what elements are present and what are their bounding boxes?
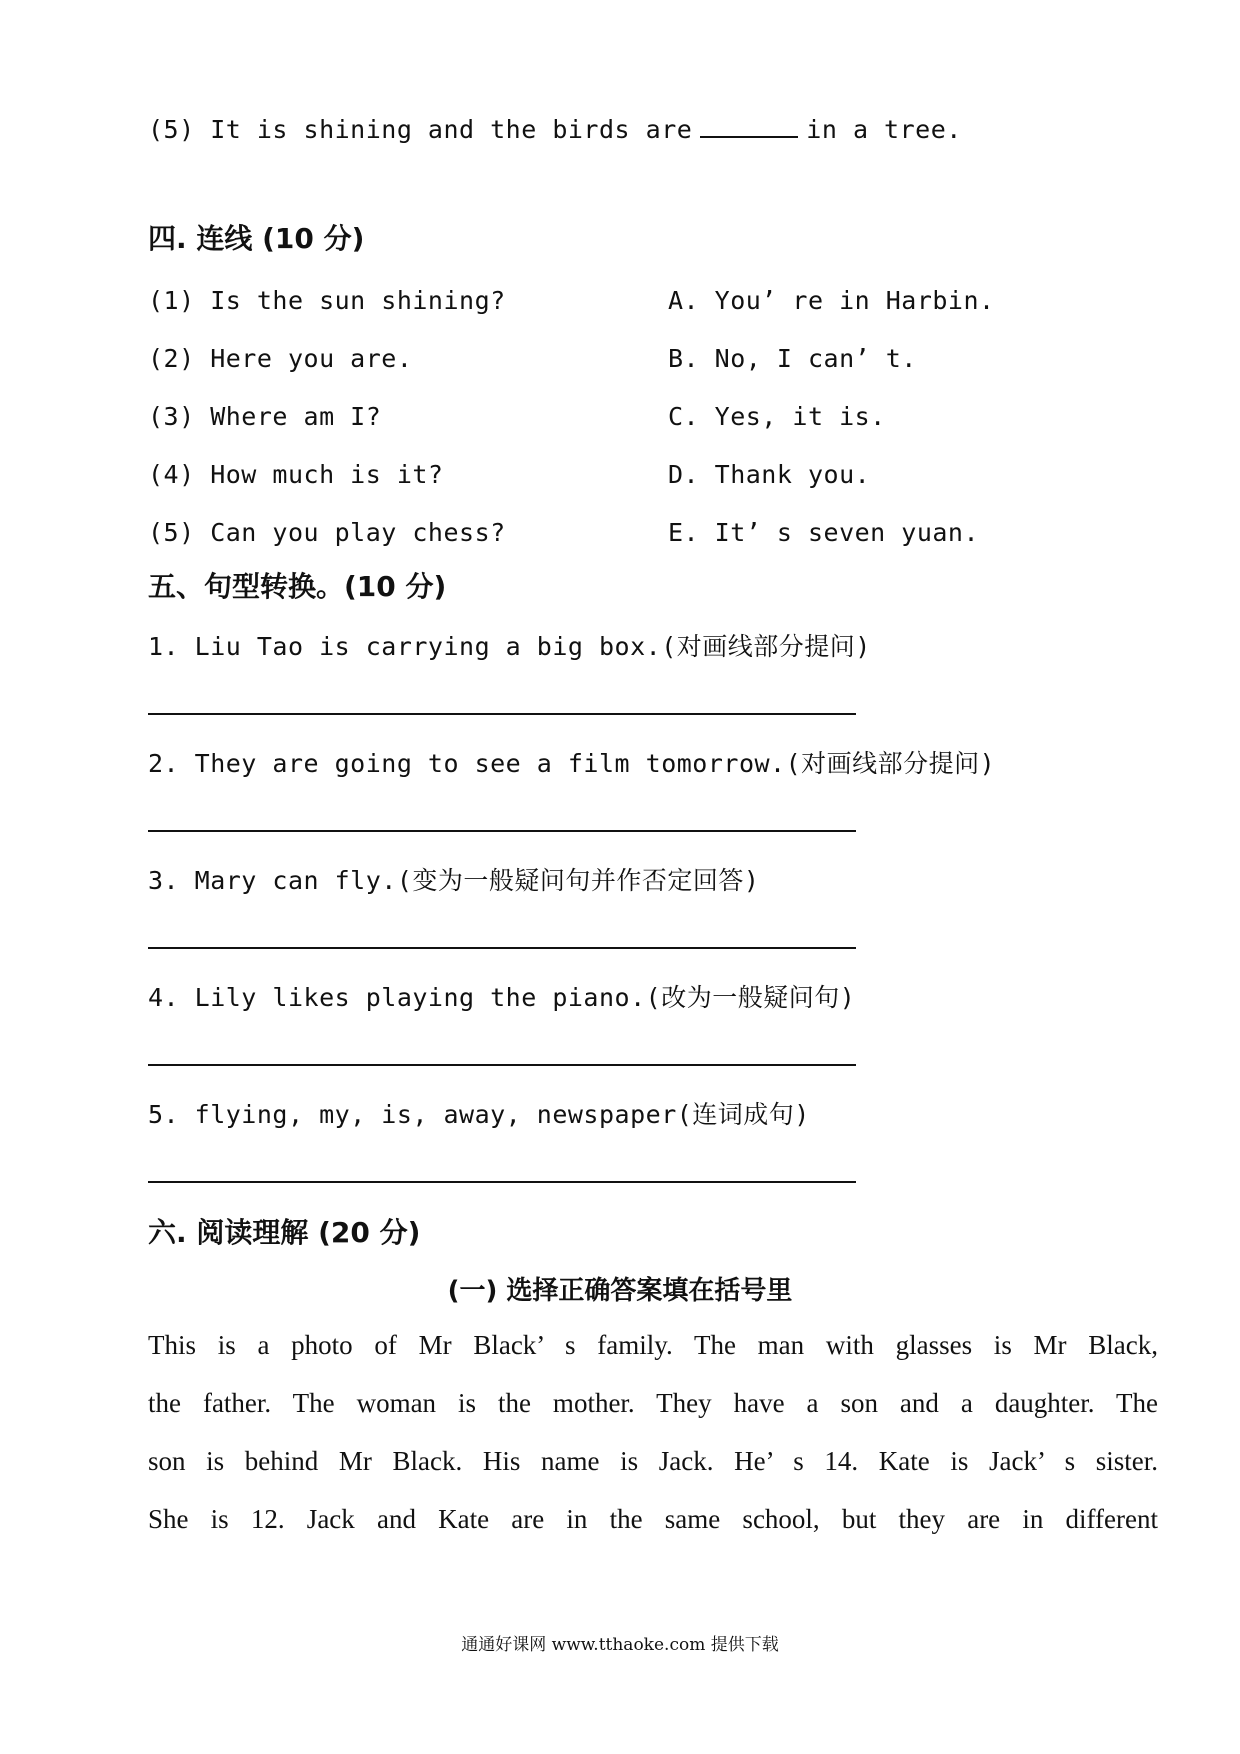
- answer-line[interactable]: [148, 830, 856, 832]
- reading-subtitle: (一) 选择正确答案填在括号里: [447, 1276, 793, 1306]
- transform-item: 1. Liu Tao is carrying a big box.(对画线部分提问): [148, 632, 871, 661]
- transform-item: 5. flying, my, is, away, newspaper(连词成句): [148, 1100, 810, 1129]
- match-left-item[interactable]: (4) How much is it?: [148, 460, 444, 489]
- match-left-item[interactable]: (3) Where am I?: [148, 402, 382, 431]
- passage-line: the father. The woman is the mother. They have a son and a daughter. The: [148, 1388, 1158, 1418]
- answer-line[interactable]: [148, 713, 856, 715]
- transform-item: 3. Mary can fly.(变为一般疑问句并作否定回答): [148, 866, 760, 895]
- match-left-item[interactable]: (2) Here you are.: [148, 344, 413, 373]
- section6-heading: 六. 阅读理解 (20 分): [148, 1216, 421, 1249]
- match-right-item[interactable]: A. You’ re in Harbin.: [668, 286, 995, 315]
- section4-heading: 四. 连线 (10 分): [148, 222, 365, 255]
- passage-line: She is 12. Jack and Kate are in the same school, but they are in different: [148, 1504, 1158, 1534]
- match-left-item[interactable]: (5) Can you play chess?: [148, 518, 506, 547]
- q5-before-text: (5) It is shining and the birds are: [148, 115, 693, 144]
- passage-line: son is behind Mr Black. His name is Jack. He’ s 14. Kate is Jack’ s sister.: [148, 1446, 1158, 1476]
- fill-blank-q5: [148, 110, 962, 147]
- section5-heading: 五、句型转换。(10 分): [148, 570, 447, 603]
- match-right-item[interactable]: C. Yes, it is.: [668, 402, 886, 431]
- page-footer: 通通好课网 www.tthaoke.com 提供下载: [461, 1635, 779, 1655]
- answer-line[interactable]: [148, 1064, 856, 1066]
- passage-line: This is a photo of Mr Black’ s family. The man with glasses is Mr Black,: [148, 1330, 1158, 1360]
- match-right-item[interactable]: D. Thank you.: [668, 460, 871, 489]
- match-left-item[interactable]: (1) Is the sun shining?: [148, 286, 506, 315]
- transform-item: 2. They are going to see a film tomorrow.(对画线部分提问): [148, 749, 996, 778]
- q5-after-text: in a tree.: [806, 115, 962, 144]
- answer-line[interactable]: [148, 1181, 856, 1183]
- match-right-item[interactable]: B. No, I can’ t.: [668, 344, 917, 373]
- q5-answer-blank[interactable]: [700, 110, 798, 138]
- answer-line[interactable]: [148, 947, 856, 949]
- reading-passage: [148, 1316, 1158, 1548]
- match-right-item[interactable]: E. It’ s seven yuan.: [668, 518, 980, 547]
- transform-item: 4. Lily likes playing the piano.(改为一般疑问句): [148, 983, 856, 1012]
